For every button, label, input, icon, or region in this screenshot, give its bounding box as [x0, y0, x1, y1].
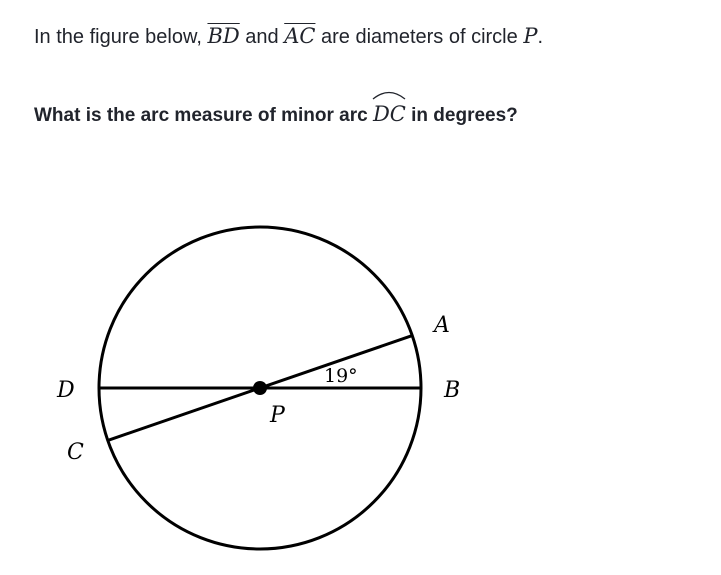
label-b: B: [444, 378, 461, 403]
center-point: [253, 381, 267, 395]
segment-bd: $\overline{BD}$: [207, 24, 240, 48]
intro-end: .: [537, 26, 544, 48]
question-suffix: in degrees?: [405, 105, 518, 126]
segment-ac: $\overline{AC}$: [284, 24, 316, 48]
angle-label: 19°: [324, 365, 358, 387]
label-p: P: [270, 403, 285, 428]
intro-and: and: [239, 26, 285, 48]
label-a: A: [434, 313, 450, 338]
label-c: C: [67, 440, 84, 465]
question-prefix: What is the arc measure of minor arc: [34, 105, 373, 126]
circle-name: P: [523, 24, 538, 48]
intro-prefix: In the figure below,: [34, 26, 208, 48]
arc-dc: DC: [372, 102, 406, 126]
label-d: D: [57, 378, 75, 403]
intro-middle: are diameters of circle: [315, 26, 524, 48]
